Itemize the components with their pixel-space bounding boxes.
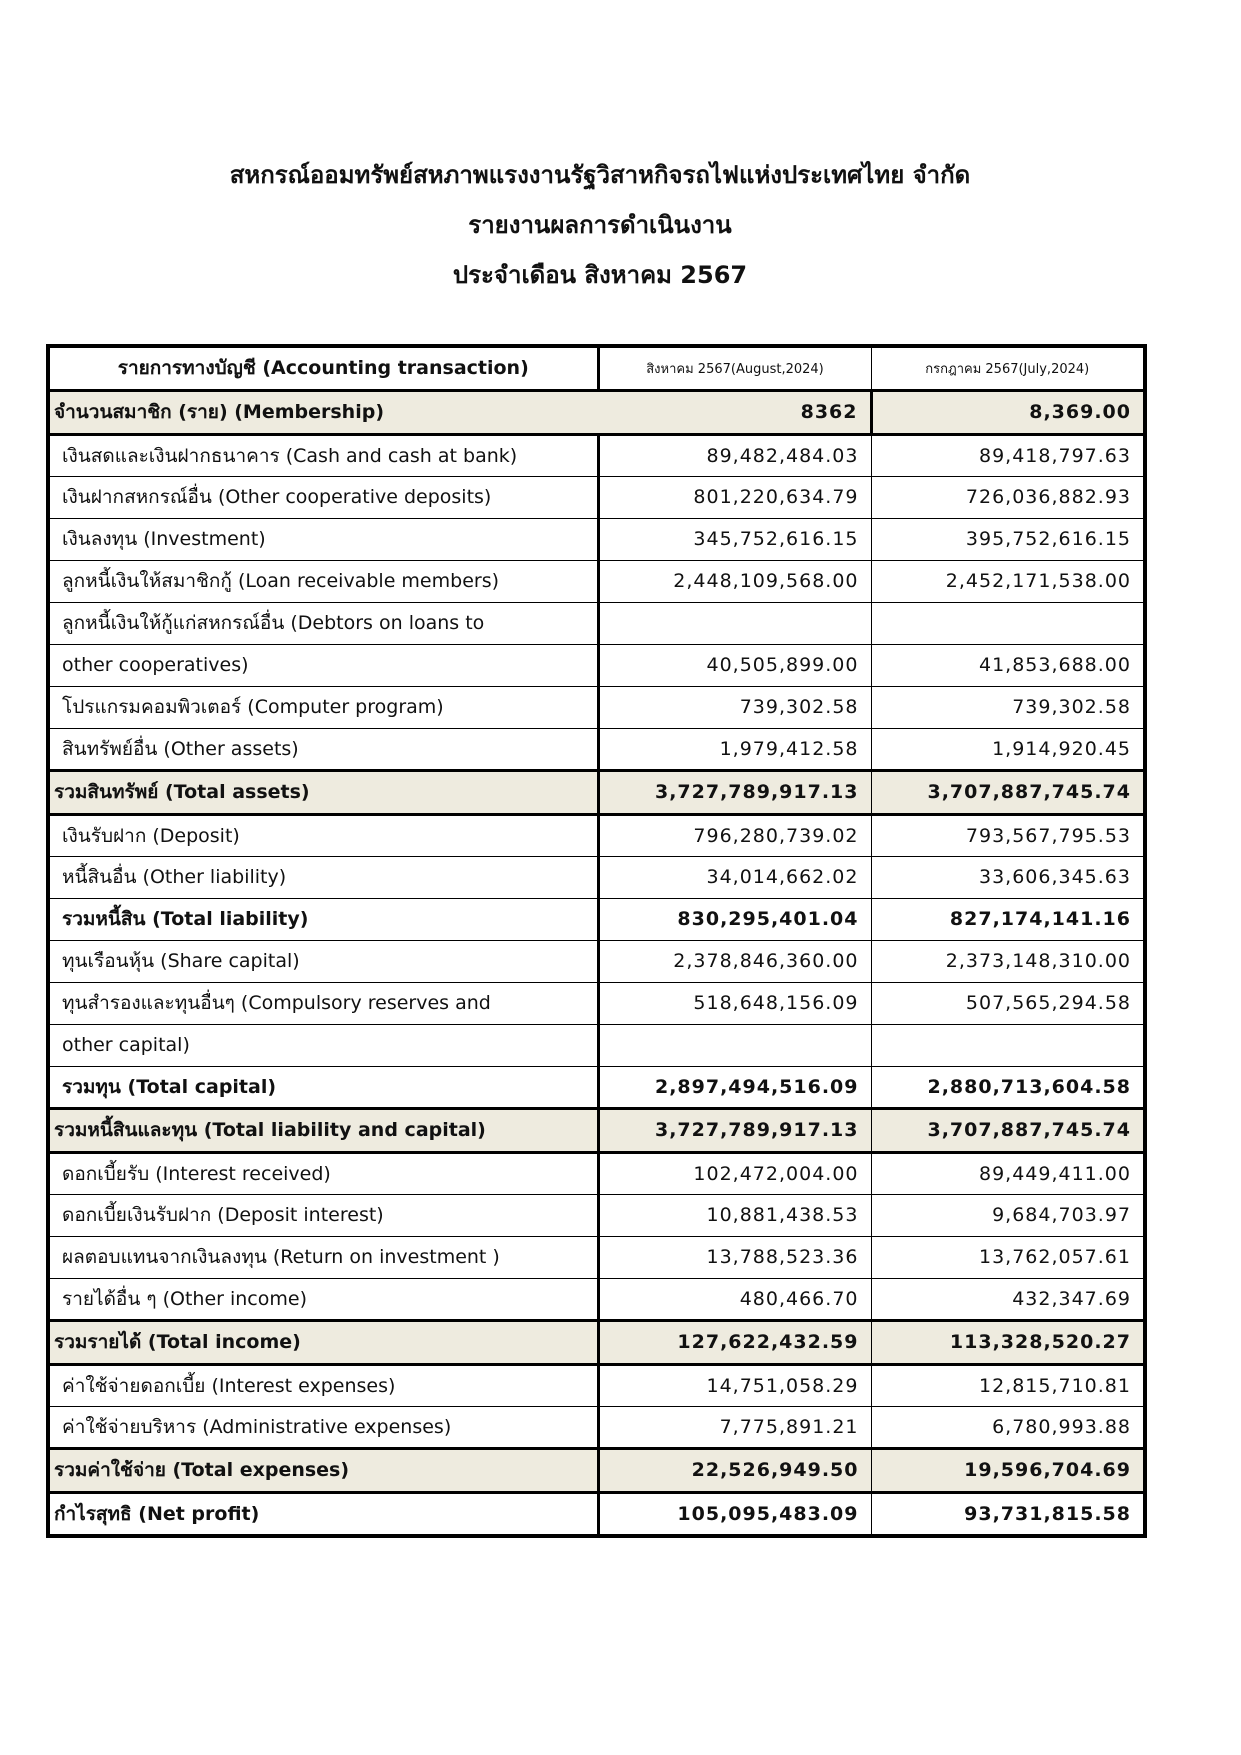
- row-value-july: 12,815,710.81: [871, 1364, 1145, 1406]
- row-value-august: 34,014,662.02: [598, 856, 871, 898]
- table-row: [48, 856, 1145, 898]
- row-value-july: 2,373,148,310.00: [871, 940, 1145, 982]
- row-value-august: 1,979,412.58: [598, 728, 871, 770]
- table-header-row: [48, 346, 1145, 390]
- row-label: หนี้สินอื่น (Other liability): [48, 856, 598, 898]
- row-value-july: 19,596,704.69: [871, 1448, 1145, 1492]
- row-value-july: 793,567,795.53: [871, 814, 1145, 856]
- row-label: ลูกหนี้เงินให้สมาชิกกู้ (Loan receivable members): [48, 560, 598, 602]
- row-value-july: 395,752,616.15: [871, 518, 1145, 560]
- row-label: ลูกหนี้เงินให้กู้แก่สหกรณ์อื่น (Debtors on loans to: [48, 602, 598, 644]
- row-value-july: 739,302.58: [871, 686, 1145, 728]
- row-label: ดอกเบี้ยเงินรับฝาก (Deposit interest): [48, 1194, 598, 1236]
- table-row: [48, 1364, 1145, 1406]
- table-row: [48, 814, 1145, 856]
- table-row-total-liability: [48, 898, 1145, 940]
- row-value-august: 801,220,634.79: [598, 476, 871, 518]
- row-value-july: 726,036,882.93: [871, 476, 1145, 518]
- report-period: ประจำเดือน สิงหาคม 2567: [452, 261, 748, 289]
- row-label: เงินรับฝาก (Deposit): [48, 814, 598, 856]
- table-row: [48, 1194, 1145, 1236]
- table-row-membership: [48, 390, 1145, 434]
- row-value-july: 432,347.69: [871, 1278, 1145, 1320]
- row-label: เงินลงทุน (Investment): [48, 518, 598, 560]
- row-value-july: 13,762,057.61: [871, 1236, 1145, 1278]
- row-label: กำไรสุทธิ (Net profit): [48, 1492, 598, 1536]
- row-label: จำนวนสมาชิก (ราย) (Membership): [48, 390, 598, 434]
- row-label: ผลตอบแทนจากเงินลงทุน (Return on investment ): [48, 1236, 598, 1278]
- row-value-august: 40,505,899.00: [598, 644, 871, 686]
- row-value-july: 113,328,520.27: [871, 1320, 1145, 1364]
- row-label: ทุนเรือนหุ้น (Share capital): [48, 940, 598, 982]
- row-label: ค่าใช้จ่ายบริหาร (Administrative expenses): [48, 1406, 598, 1448]
- row-value-august: 3,727,789,917.13: [598, 1108, 871, 1152]
- row-value-august: 2,448,109,568.00: [598, 560, 871, 602]
- table-row-total-income: [48, 1320, 1145, 1364]
- row-value-august: 105,095,483.09: [598, 1492, 871, 1536]
- table-row: [48, 602, 1145, 644]
- row-value-july: [871, 1024, 1145, 1066]
- row-label: other capital): [48, 1024, 598, 1066]
- row-label: รวมทุน (Total capital): [48, 1066, 598, 1108]
- table-row: [48, 1152, 1145, 1194]
- row-label: ดอกเบี้ยรับ (Interest received): [48, 1152, 598, 1194]
- report-title: รายงานผลการดำเนินงาน: [468, 211, 732, 239]
- row-value-july: 1,914,920.45: [871, 728, 1145, 770]
- column-header-august: สิงหาคม 2567(August,2024): [598, 346, 871, 390]
- row-value-august: 89,482,484.03: [598, 434, 871, 476]
- table-row-total-expenses: [48, 1448, 1145, 1492]
- table-row-total-assets: [48, 770, 1145, 814]
- row-value-august: 7,775,891.21: [598, 1406, 871, 1448]
- row-value-july: 827,174,141.16: [871, 898, 1145, 940]
- row-value-july: 3,707,887,745.74: [871, 770, 1145, 814]
- row-value-july: 3,707,887,745.74: [871, 1108, 1145, 1152]
- row-label: โปรแกรมคอมพิวเตอร์ (Computer program): [48, 686, 598, 728]
- row-value-july: 33,606,345.63: [871, 856, 1145, 898]
- row-value-august: 8362: [598, 390, 871, 434]
- row-label: รายได้อื่น ๆ (Other income): [48, 1278, 598, 1320]
- row-value-august: 796,280,739.02: [598, 814, 871, 856]
- row-value-july: 93,731,815.58: [871, 1492, 1145, 1536]
- row-value-august: 3,727,789,917.13: [598, 770, 871, 814]
- row-label: รวมสินทรัพย์ (Total assets): [48, 770, 598, 814]
- row-value-august: 22,526,949.50: [598, 1448, 871, 1492]
- row-value-july: 9,684,703.97: [871, 1194, 1145, 1236]
- row-label: ทุนสำรองและทุนอื่นๆ (Compulsory reserves and: [48, 982, 598, 1024]
- organization-name: สหกรณ์ออมทรัพย์สหภาพแรงงานรัฐวิสาหกิจรถไฟแห่งประเทศไทย จำกัด: [229, 161, 971, 189]
- table-row: [48, 1236, 1145, 1278]
- row-label: รวมรายได้ (Total income): [48, 1320, 598, 1364]
- row-value-july: 2,452,171,538.00: [871, 560, 1145, 602]
- row-value-august: 830,295,401.04: [598, 898, 871, 940]
- row-value-august: 2,378,846,360.00: [598, 940, 871, 982]
- row-value-august: 127,622,432.59: [598, 1320, 871, 1364]
- table-row: [48, 728, 1145, 770]
- table-row: [48, 982, 1145, 1024]
- row-label: รวมค่าใช้จ่าย (Total expenses): [48, 1448, 598, 1492]
- row-label: เงินสดและเงินฝากธนาคาร (Cash and cash at bank): [48, 434, 598, 476]
- table-row: [48, 1024, 1145, 1066]
- row-label: เงินฝากสหกรณ์อื่น (Other cooperative deposits): [48, 476, 598, 518]
- row-value-august: 739,302.58: [598, 686, 871, 728]
- column-header-july: กรกฎาคม 2567(July,2024): [871, 346, 1145, 390]
- row-value-august: 13,788,523.36: [598, 1236, 871, 1278]
- row-label: ค่าใช้จ่ายดอกเบี้ย (Interest expenses): [48, 1364, 598, 1406]
- row-value-july: 8,369.00: [871, 390, 1145, 434]
- row-value-july: 507,565,294.58: [871, 982, 1145, 1024]
- table-row-total-liability-capital: [48, 1108, 1145, 1152]
- row-value-august: 10,881,438.53: [598, 1194, 871, 1236]
- table-row: [48, 560, 1145, 602]
- row-value-july: 89,418,797.63: [871, 434, 1145, 476]
- table-row: [48, 1406, 1145, 1448]
- row-value-august: [598, 1024, 871, 1066]
- row-value-august: 518,648,156.09: [598, 982, 871, 1024]
- row-value-august: 102,472,004.00: [598, 1152, 871, 1194]
- row-value-august: 14,751,058.29: [598, 1364, 871, 1406]
- table-row: [48, 686, 1145, 728]
- row-value-august: 480,466.70: [598, 1278, 871, 1320]
- row-value-july: 41,853,688.00: [871, 644, 1145, 686]
- table-row: [48, 1278, 1145, 1320]
- financial-report-table: [46, 344, 1147, 1538]
- row-label: other cooperatives): [48, 644, 598, 686]
- table-row-net-profit: [48, 1492, 1145, 1536]
- table-row: [48, 518, 1145, 560]
- row-label: รวมหนี้สินและทุน (Total liability and capital): [48, 1108, 598, 1152]
- row-label: สินทรัพย์อื่น (Other assets): [48, 728, 598, 770]
- table-row: [48, 940, 1145, 982]
- row-value-august: 2,897,494,516.09: [598, 1066, 871, 1108]
- table-row: [48, 476, 1145, 518]
- row-value-july: 6,780,993.88: [871, 1406, 1145, 1448]
- report-header: [0, 150, 1200, 300]
- row-value-july: 2,880,713,604.58: [871, 1066, 1145, 1108]
- row-value-july: 89,449,411.00: [871, 1152, 1145, 1194]
- row-value-july: [871, 602, 1145, 644]
- row-label: รวมหนี้สิน (Total liability): [48, 898, 598, 940]
- row-value-august: [598, 602, 871, 644]
- table-row: [48, 434, 1145, 476]
- row-value-august: 345,752,616.15: [598, 518, 871, 560]
- column-header-account: รายการทางบัญชี (Accounting transaction): [48, 346, 598, 390]
- table-row: [48, 644, 1145, 686]
- table-row-total-capital: [48, 1066, 1145, 1108]
